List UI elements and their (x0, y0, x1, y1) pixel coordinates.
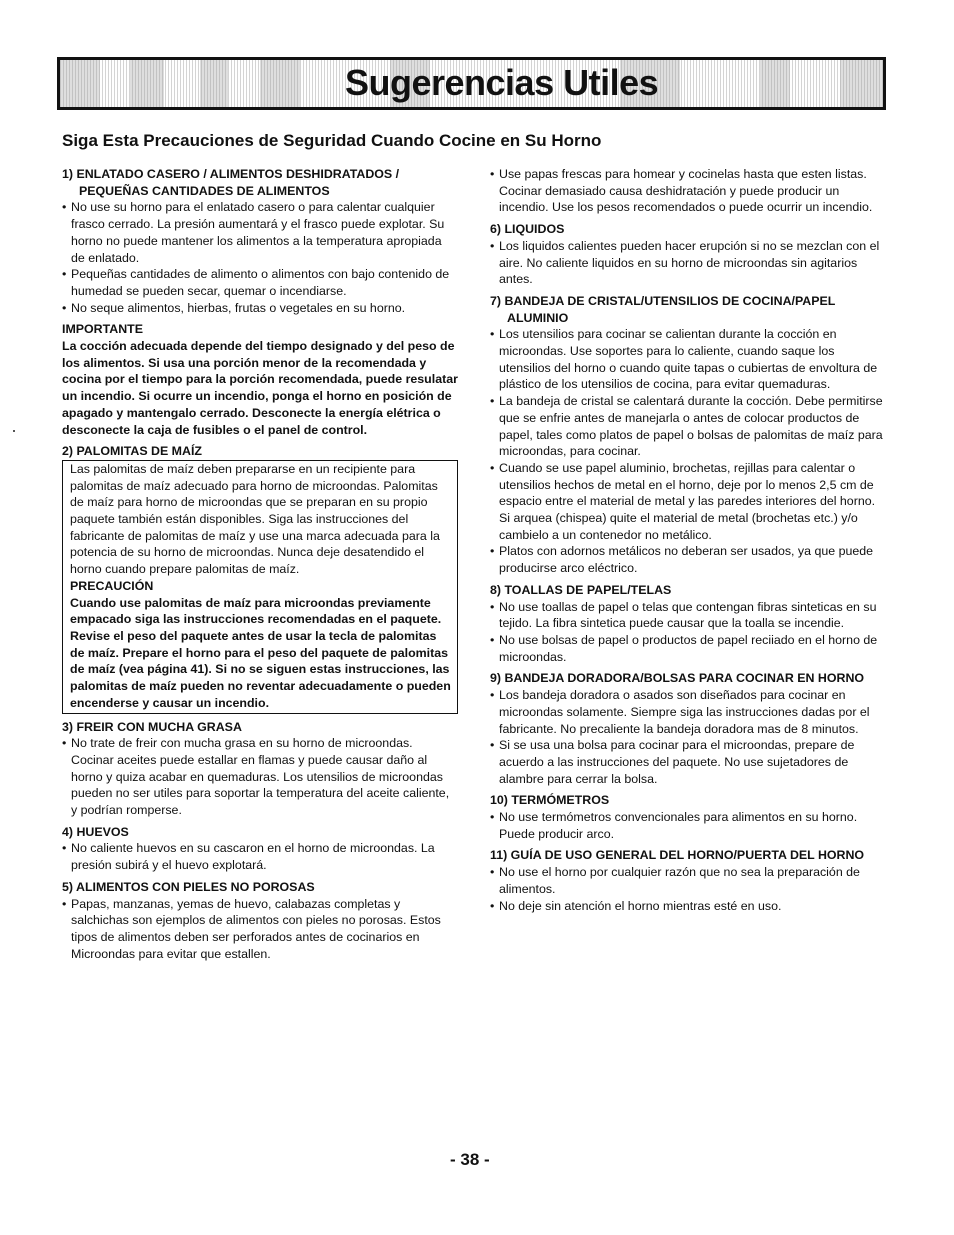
caution-label: PRECAUCIÓN (70, 578, 154, 593)
list-item: • Pequeñas cantidades de alimento o alimentos con bajo contenido de humedad se pueden secar, quemar o incendiarse. (62, 266, 458, 299)
section-heading-browning-tray: 9) BANDEJA DORADORA/BOLSAS PARA COCINAR EN HORNO (490, 671, 865, 686)
section-heading-glass-tray: 7) BANDEJA DE CRISTAL/UTENSILIOS DE COCINA/PAPEL ALUMINIO (490, 293, 836, 325)
important-label: IMPORTANTE (62, 322, 143, 337)
list-item: • No seque alimentos, hierbas, frutas o vegetales en su horno. (62, 300, 458, 317)
section-heading-skins: 5) ALIMENTOS CON PIELES NO POROSAS (62, 879, 315, 894)
list-item: • Use papas frescas para homear y cocinelas hasta que esten listas. Cocinar demasiado causa deshidratación y puede producir un incendio. Use los pesos recomendados o puede ocurrir un incendio. (490, 166, 888, 216)
list-item: • No deje sin atención el horno mientras esté en uso. (490, 898, 888, 915)
list-item: • Los utensilios para cocinar se calientan durante la cocción en microondas. Use soportes para lo caliente, cuando saque los utensilios del horno o cuando quite tapas o cubiertas de envoltura de plástico de los utensilios de cocina, para evitar quemaduras. (490, 326, 888, 393)
list-item: • No caliente huevos en su cascaron en el horno de microondas. La presión subirá y el huevo explotará. (62, 840, 458, 873)
section-heading-general-use: 11) GUÍA DE USO GENERAL DEL HORNO/PUERTA DEL HORNO (490, 848, 865, 863)
list-item: • No trate de freir con mucha grasa en su horno de microondas. Cocinar aceites puede estallar en flamas y puede causar daño al horno y quiza acabar en quemaduras. Los utensilios de microondas pueden no ser utiles para soportar la temperatura del aceite caliente, y podrían romperse. (62, 735, 458, 819)
list-item: • Papas, manzanas, yemas de huevo, calabazas completas y salchichas son ejemplos de alimentos con pieles no porosas. Estos tipos de alimentos deben ser perforados antes de cocinarios en Microondas para evitar que estallen. (62, 896, 458, 963)
page-title: Sugerencias Utiles (345, 62, 659, 103)
popcorn-box (62, 460, 458, 714)
list-item: • No use el horno por cualquier razón que no sea la preparación de alimentos. (490, 864, 888, 897)
list-item: • No use toallas de papel o telas que contengan fibras sinteticas en su tejido. La fibra sintetica puede causar que la toalla se incendie. (490, 599, 888, 632)
title-banner (57, 57, 886, 110)
section-heading-eggs: 4) HUEVOS (62, 824, 129, 839)
list-item: • No use su horno para el enlatado casero o para calentar cualquier frasco cerrado. La presión aumentará y el frasco puede explotar. Su horno no puede mantener los alimentos a la temperatura apropiada de enlatado. (62, 199, 458, 266)
list-item: • No use bolsas de papel o productos de papel reciiado en el horno de microondas. (490, 632, 888, 665)
section-heading-towels: 8) TOALLAS DE PAPEL/TELAS (490, 582, 672, 597)
list-item: • No use termómetros convencionales para alimentos en su horno. Puede producir arco. (490, 809, 888, 842)
page-number: - 38 - (450, 1150, 490, 1169)
list-item: • Cuando se use papel aluminio, brochetas, rejillas para calentar o utensilios hechos de metal en el horno, deje por lo menos 2,5 cm de espacio entre el material de metal y las paredes interiores del horno. Si arquea (chispea) quite el material de metal (brochetas etc.) y/o cambielo a un contenedor no metálico. (490, 460, 888, 544)
section-heading-canning: 1) ENLATADO CASERO / ALIMENTOS DESHIDRATADOS / PEQUEÑAS CANTIDADES DE ALIMENTOS (62, 167, 400, 198)
list-item: • Los liquidos calientes pueden hacer erupción si no se mezclan con el aire. No caliente liquidos en su horno de microondas sin agitarios antes. (490, 238, 888, 288)
list-item: • Platos con adornos metálicos no deberan ser usados, ya que puede producirse arco eléctrico. (490, 543, 888, 576)
section-heading-popcorn: 2) PALOMITAS DE MAÍZ (62, 444, 202, 459)
right-column (490, 166, 888, 914)
list-item: • Si se usa una bolsa para cocinar para el microondas, prepare de acuerdo a las instrucciones del paquete. No use sujetadores de alambre para cerrar la bolsa. (490, 737, 888, 787)
section-heading-frying: 3) FREIR CON MUCHA GRASA (62, 719, 242, 734)
popcorn-text: Las palomitas de maíz deben prepararse en un recipiente para palomitas de maíz adecuado para horno de microondas. Palomitas de maíz para horno de microondas que se preparan en su propio paquete también están disponibles. Siga las instrucciones del fabricante de palomitas de maíz y use una marca adecuada para la potencia de su horno de microondas. Nunca deje desatendido el horno cuando prepare palomitas de maíz. (70, 461, 440, 577)
list-item: • La bandeja de cristal se calentará durante la cocción. Debe permitirse que se enfrie antes de manejarla o antes de colocar productos de papel, tales como platos de papel o bolsas de palomitas de maíz para microondas, para cocinar. (490, 393, 888, 460)
section-heading-liquids: 6) LIQUIDOS (490, 222, 565, 237)
list-item: • Los bandeja doradora o asados son diseñados para cocinar en microondas solamente. Siempre siga las instrucciones dadas por el fabricante. No precaliente la bandeja doradora mas de 8 minutos. (490, 687, 888, 737)
section-heading-thermometers: 10) TERMÓMETROS (490, 793, 610, 808)
section-headline: Siga Esta Precauciones de Seguridad Cuando Cocine en Su Horno (62, 131, 602, 150)
important-text: La cocción adecuada depende del tiempo designado y del peso de los alimentos. Si usa una porción menor de la recomendada y cocina por el tiempo para la porción recomendada, puede resulatar un incendio. Si ocurre un incendio, ponga el horno en posición de apagado y mantengalo cerrado. Desconecte la energía elétrica o desconecte la caja de fusibles o el panel de control. (62, 339, 458, 437)
scan-speck (13, 430, 15, 432)
left-column (62, 166, 458, 962)
caution-text: Cuando use palomitas de maíz para microondas previamente empacado siga las instrucciones recomendadas en el paquete. Revise el peso del paquete antes de usar la tecla de palomitas de maíz. Prepare el horno para el peso del paquete de palomitas de maíz (vea página 41). Si no se siguen estas instrucciones, las palomitas de maíz pueden no reventar adecuadamente o pueden encenderse y causar un incendio. (70, 595, 451, 710)
